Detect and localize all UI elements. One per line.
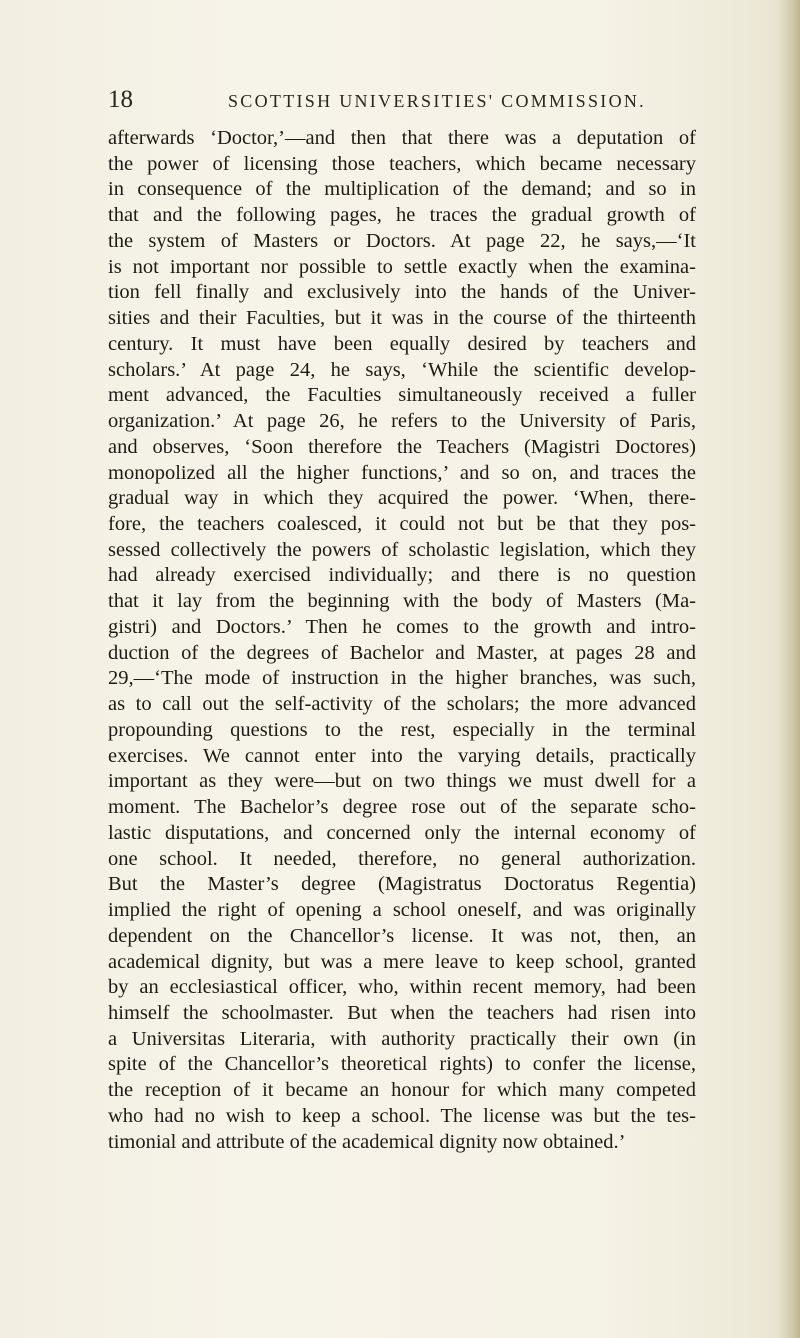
text-line: the reception of it became an honour for which many competed bbox=[108, 1079, 696, 1102]
text-line: moment. The Bachelor’s degree rose out of the separate scho- bbox=[108, 796, 696, 819]
text-line: as to call out the self-activity of the scholars; the more advanced bbox=[108, 693, 696, 716]
text-line: fore, the teachers coalesced, it could not but be that they pos- bbox=[108, 513, 696, 536]
text-line: gradual way in which they acquired the power. ‘When, there- bbox=[108, 487, 696, 510]
text-line: sessed collectively the powers of scholastic legislation, which they bbox=[108, 538, 696, 561]
text-line: 29,—‘The mode of instruction in the higher branches, was such, bbox=[108, 667, 696, 690]
text-line: ment advanced, the Faculties simultaneously received a fuller bbox=[108, 384, 696, 407]
text-line: himself the schoolmaster. But when the teachers had risen into bbox=[108, 1001, 696, 1024]
text-line: exercises. We cannot enter into the varying details, practically bbox=[108, 744, 696, 767]
running-title: SCOTTISH UNIVERSITIES' COMMISSION. bbox=[228, 91, 646, 111]
text-line: had already exercised individually; and there is no question bbox=[108, 564, 696, 587]
text-line: that and the following pages, he traces the gradual growth of bbox=[108, 204, 696, 227]
text-line: duction of the degrees of Bachelor and Master, at pages 28 and bbox=[108, 641, 696, 664]
text-line: important as they were—but on two things we must dwell for a bbox=[108, 770, 696, 793]
text-line: is not important nor possible to settle exactly when the examina- bbox=[108, 255, 696, 278]
text-line: and observes, ‘Soon therefore the Teachers (Magistri Doctores) bbox=[108, 435, 696, 458]
text-line: propounding questions to the rest, especially in the terminal bbox=[108, 718, 696, 741]
text-line: one school. It needed, therefore, no general authorization. bbox=[108, 847, 696, 870]
text-line: sities and their Faculties, but it was in the course of the thirteenth bbox=[108, 307, 696, 330]
text-line: a Universitas Literaria, with authority practically their own (in bbox=[108, 1027, 696, 1050]
text-line: monopolized all the higher functions,’ and so on, and traces the bbox=[108, 461, 696, 484]
text-line: that it lay from the beginning with the body of Masters (Ma- bbox=[108, 590, 696, 613]
text-line: the system of Masters or Doctors. At page 22, he says,—‘It bbox=[108, 229, 696, 252]
text-line: tion fell finally and exclusively into the hands of the Univer- bbox=[108, 281, 696, 304]
text-line: organization.’ At page 26, he refers to the University of Paris, bbox=[108, 410, 696, 433]
page-number: 18 bbox=[108, 86, 133, 113]
body-text bbox=[108, 126, 696, 1155]
text-line: But the Master’s degree (Magistratus Doctoratus Regentia) bbox=[108, 873, 696, 896]
text-line: academical dignity, but was a mere leave to keep school, granted bbox=[108, 950, 696, 973]
text-line: by an ecclesiastical officer, who, within recent memory, had been bbox=[108, 976, 696, 999]
text-line: in consequence of the multiplication of the demand; and so in bbox=[108, 178, 696, 201]
text-line: spite of the Chancellor’s theoretical rights) to confer the license, bbox=[108, 1053, 696, 1076]
text-line: century. It must have been equally desired by teachers and bbox=[108, 332, 696, 355]
text-line: implied the right of opening a school oneself, and was originally bbox=[108, 899, 696, 922]
text-line-last: timonial and attribute of the academical dignity now obtained.’ bbox=[108, 1130, 626, 1153]
text-line: lastic disputations, and concerned only the internal economy of bbox=[108, 821, 696, 844]
text-line: scholars.’ At page 24, he says, ‘While the scientific develop- bbox=[108, 358, 696, 381]
text-line: gistri) and Doctors.’ Then he comes to the growth and intro- bbox=[108, 615, 696, 638]
running-head bbox=[108, 86, 708, 118]
text-line: afterwards ‘Doctor,’—and then that there was a deputation of bbox=[108, 127, 696, 149]
text-line: dependent on the Chancellor’s license. It was not, then, an bbox=[108, 924, 696, 947]
text-line: who had no wish to keep a school. The license was but the tes- bbox=[108, 1104, 696, 1127]
page-edge-shadow bbox=[778, 0, 800, 1338]
text-line: the power of licensing those teachers, which became necessary bbox=[108, 152, 696, 175]
